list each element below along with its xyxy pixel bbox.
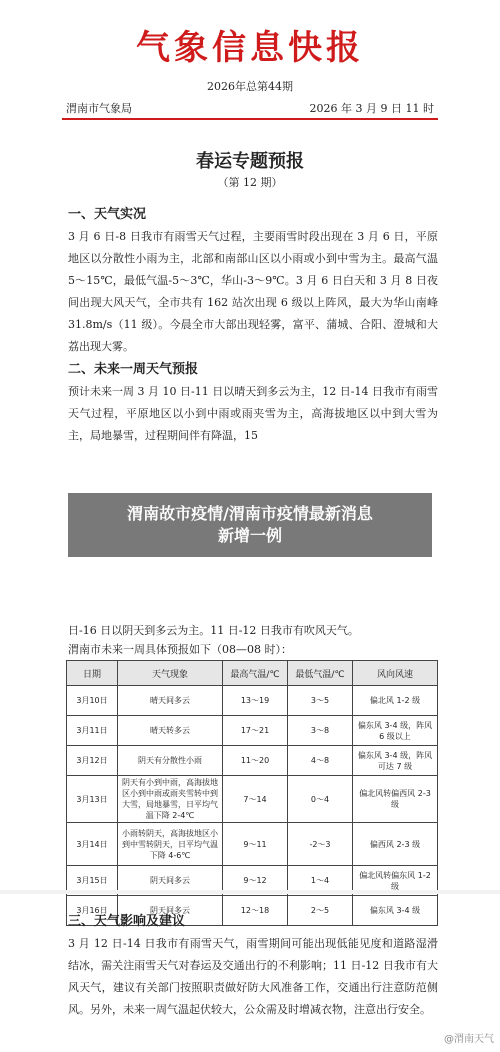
forecast-table bbox=[66, 660, 438, 926]
cell-date: 3月15日 bbox=[67, 866, 118, 896]
cell-weather: 晴天转多云 bbox=[118, 716, 223, 746]
red-divider-line bbox=[62, 118, 438, 120]
cell-weather: 阴天有分散性小雨 bbox=[118, 746, 223, 776]
issuing-organization: 渭南市气象局 bbox=[66, 102, 132, 115]
section1-text: 3 月 6 日-8 日我市有雨雪天气过程，主要雨雪时段出现在 3 月 6 日，平原地区以分散性小雨为主，北部和南部山区以小雨或小到中雪为主。最高气温 5～15℃，最低气温-5～3℃，华山-3～9℃。3 月 6 日白天和 3 月 8 日夜间出现大风天气，全市共有 162 站次出现 6 级以上阵风，最大为华山南峰 31.8m/s（11 级）。今晨全市大部出现轻雾，富平、蒲城、合阳、澄城和大荔出现大雾。 bbox=[68, 230, 438, 353]
cell-wind: 偏北风 1-2 级 bbox=[353, 686, 438, 716]
table-row bbox=[67, 686, 438, 716]
issue-date: 2026 年 3 月 9 日 11 时 bbox=[309, 102, 434, 115]
header-wind: 风向风速 bbox=[353, 661, 438, 686]
header-weather: 天气现象 bbox=[118, 661, 223, 686]
table-row bbox=[67, 776, 438, 823]
table-header-row bbox=[67, 661, 438, 686]
cell-low: -2～3 bbox=[288, 823, 353, 866]
cell-date: 3月11日 bbox=[67, 716, 118, 746]
cell-low: 3～5 bbox=[288, 686, 353, 716]
cell-low: 1～4 bbox=[288, 866, 353, 896]
table-row bbox=[67, 823, 438, 866]
cell-high: 9～11 bbox=[223, 823, 288, 866]
cell-high: 7～14 bbox=[223, 776, 288, 823]
cell-wind: 偏东风 3-4 级，阵风可达 7 级 bbox=[353, 746, 438, 776]
cell-date: 3月14日 bbox=[67, 823, 118, 866]
document-title: 春运专题预报 bbox=[196, 151, 304, 172]
header-high: 最高气温/℃ bbox=[223, 661, 288, 686]
document-subtitle: （第 12 期） bbox=[217, 176, 283, 189]
cell-date: 3月16日 bbox=[67, 896, 118, 926]
cell-weather: 阴天有小到中雨，高海拔地区小到中雨或雨夹雪转中到大雪，局地暴雪，日平均气温下降 2-4℃ bbox=[118, 776, 223, 823]
cell-weather: 小雨转阴天，高海拔地区小到中雪转阴天，日平均气温下降 4-6℃ bbox=[118, 823, 223, 866]
source-watermark: @渭南天气 bbox=[444, 1034, 494, 1045]
news-headline-overlay[interactable] bbox=[68, 493, 432, 557]
cell-wind: 偏北风转偏西风 2-3 级 bbox=[353, 776, 438, 823]
section2-continued-text: 日-16 日以阴天到多云为主。11 日-12 日我市有吹风天气。 bbox=[68, 624, 359, 637]
issue-number: 2026年总第44期 bbox=[207, 80, 293, 93]
cell-weather: 阴天间多云 bbox=[118, 896, 223, 926]
cell-low: 3～8 bbox=[288, 716, 353, 746]
header-low: 最低气温/℃ bbox=[288, 661, 353, 686]
cell-high: 9～12 bbox=[223, 866, 288, 896]
section3-heading: 三、天气影响及建议 bbox=[68, 914, 186, 929]
cell-high: 17～21 bbox=[223, 716, 288, 746]
cell-low: 2～5 bbox=[288, 896, 353, 926]
cell-date: 3月12日 bbox=[67, 746, 118, 776]
header-date: 日期 bbox=[67, 661, 118, 686]
section1-heading: 一、天气实况 bbox=[68, 207, 147, 222]
cell-wind: 偏东风 3-4 级，阵风 6 级以上 bbox=[353, 716, 438, 746]
headline-line2: 新增一例 bbox=[217, 526, 282, 545]
headline-line1: 渭南故市疫情/渭南市疫情最新消息 bbox=[127, 504, 373, 523]
cell-weather: 晴天间多云 bbox=[118, 686, 223, 716]
section-divider bbox=[0, 890, 500, 894]
section2-heading: 二、未来一周天气预报 bbox=[68, 362, 199, 377]
cell-high: 11～20 bbox=[223, 746, 288, 776]
cell-date: 3月13日 bbox=[67, 776, 118, 823]
table-row bbox=[67, 746, 438, 776]
cell-high: 12～18 bbox=[223, 896, 288, 926]
table-intro: 渭南市未来一周具体预报如下（08—08 时）： bbox=[68, 643, 292, 656]
cell-wind: 偏东风 3-4 级 bbox=[353, 896, 438, 926]
cell-weather: 阴天间多云 bbox=[118, 866, 223, 896]
section2-text: 预计未来一周 3 月 10 日-11 日以晴天到多云为主，12 日-14 日我市有雨雪天气过程，平原地区以小到中雨或雨夹雪为主，高海拔地区以中到大雪为主，局地暴雪，过程期间伴有降温，15 bbox=[68, 385, 438, 442]
table-row bbox=[67, 716, 438, 746]
cell-wind: 偏北风转偏东风 1-2 级 bbox=[353, 866, 438, 896]
cell-high: 13～19 bbox=[223, 686, 288, 716]
cell-wind: 偏西风 2-3 级 bbox=[353, 823, 438, 866]
cell-date: 3月10日 bbox=[67, 686, 118, 716]
section3-text: 3 月 12 日-14 日我市有雨雪天气，雨雪期间可能出现低能见度和道路湿滑结冰，需关注雨雪天气对春运及交通出行的不利影响；11 日-12 日我市有大风天气，建议有关部门按照职责做好防大风准备工作，交通出行注意防范侧风。另外，未来一周气温起伏较大，公众需及时增减衣物，注意出行安全。 bbox=[68, 937, 438, 1016]
cell-low: 4～8 bbox=[288, 746, 353, 776]
cell-low: 0～4 bbox=[288, 776, 353, 823]
masthead-title: 气象信息快报 bbox=[136, 28, 364, 68]
